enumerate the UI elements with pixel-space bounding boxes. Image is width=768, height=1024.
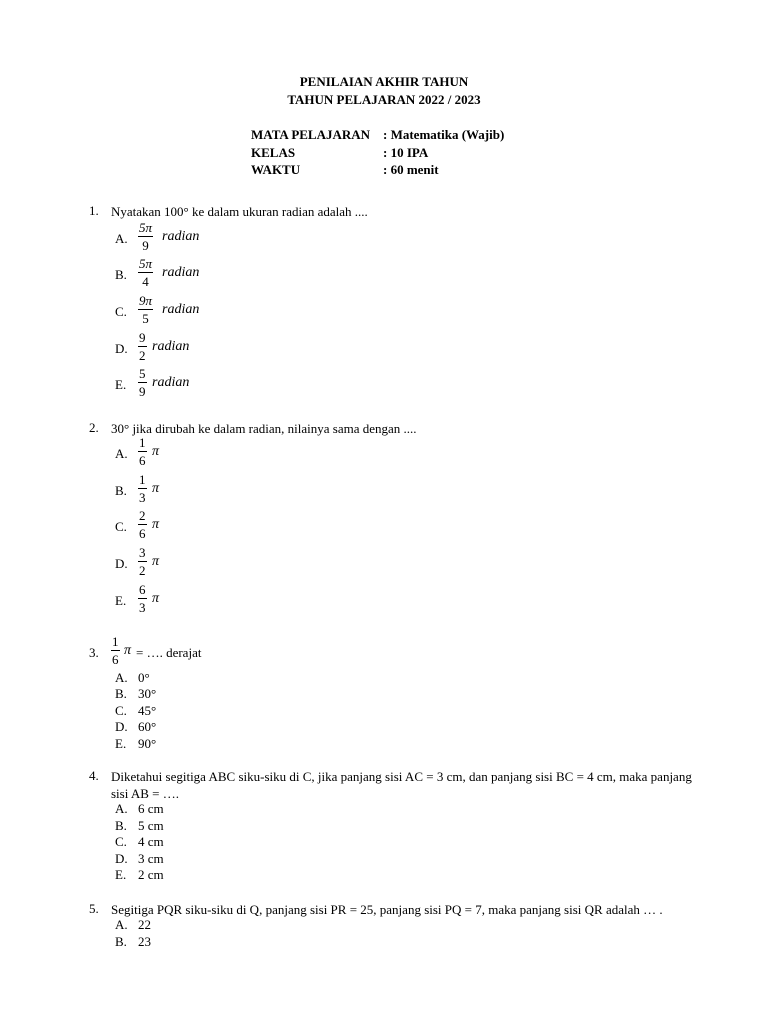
- option-letter: A.: [115, 801, 128, 816]
- option-text: 90°: [138, 736, 157, 751]
- option-letter: B.: [115, 483, 127, 498]
- fraction-numerator: 9π: [139, 293, 153, 308]
- fraction-numerator: 6: [139, 582, 146, 597]
- option-letter: C.: [115, 703, 127, 718]
- subject-value: : Matematika (Wajib): [383, 127, 505, 142]
- fraction: [138, 366, 147, 399]
- option-text: 45°: [138, 703, 157, 718]
- option-b: [115, 934, 151, 950]
- question-number: 3.: [89, 645, 99, 660]
- fraction-denominator: 3: [139, 490, 146, 505]
- fraction-numerator: 1: [112, 634, 119, 649]
- fraction-denominator: 9: [142, 238, 149, 253]
- fraction: [138, 472, 147, 505]
- fraction-numerator: 3: [139, 545, 146, 560]
- fraction-numerator: 1: [139, 472, 146, 487]
- fraction-denominator: 6: [112, 652, 119, 667]
- option-letter: D.: [115, 851, 128, 866]
- time-row: [251, 162, 504, 180]
- option-letter: D.: [115, 719, 128, 734]
- fraction: [138, 545, 147, 578]
- fraction-numerator: 5π: [139, 256, 153, 271]
- fraction: [138, 293, 153, 326]
- question-rest: = …. derajat: [136, 645, 202, 660]
- option-b: [115, 686, 156, 702]
- option-text: 22: [138, 917, 151, 932]
- fraction: [138, 256, 153, 289]
- option-e: [115, 736, 156, 752]
- class-row: [251, 145, 504, 163]
- fraction-numerator: 1: [139, 435, 146, 450]
- question-text: 30° jika dirubah ke dalam radian, nilainya sama dengan ....: [111, 421, 417, 436]
- subject-row: [251, 127, 504, 145]
- option-letter: C.: [115, 304, 127, 319]
- question-text: Diketahui segitiga ABC siku-siku di C, jika panjang sisi AC = 3 cm, dan panjang sisi BC = 4 cm, maka panjang sisi AB = ….: [111, 769, 692, 801]
- option-text: 2 cm: [138, 867, 164, 882]
- option-text: 3 cm: [138, 851, 164, 866]
- fraction: [138, 508, 147, 541]
- fraction-denominator: 4: [142, 274, 149, 289]
- class-value: : 10 IPA: [383, 144, 429, 160]
- fraction-numerator: 9: [139, 330, 146, 345]
- fraction: [138, 330, 147, 363]
- option-letter: D.: [115, 556, 128, 571]
- option-d: [115, 719, 156, 735]
- unit-label: radian: [162, 265, 200, 280]
- question-number: 4.: [89, 768, 99, 783]
- fraction-denominator: 6: [139, 453, 146, 468]
- fraction-denominator: 3: [139, 600, 146, 615]
- fraction-denominator: 5: [142, 311, 149, 326]
- fraction: [138, 220, 153, 253]
- option-letter: A.: [115, 446, 128, 461]
- fraction-denominator: 2: [139, 348, 146, 363]
- option-text: 23: [138, 934, 151, 949]
- option-letter: A.: [115, 917, 128, 932]
- pi-symbol: π: [152, 444, 160, 459]
- question-text: Segitiga PQR siku-siku di Q, panjang sisi PR = 25, panjang sisi PQ = 7, maka panjang sisi QR adalah … .: [111, 902, 663, 917]
- option-letter: B.: [115, 934, 127, 949]
- option-b: [115, 818, 164, 834]
- option-letter: C.: [115, 519, 127, 534]
- fraction-numerator: 5: [139, 366, 146, 381]
- time-value: : 60 menit: [383, 162, 439, 177]
- exam-title: PENILAIAN AKHIR TAHUN: [299, 74, 469, 89]
- exam-meta: [251, 127, 504, 180]
- option-text: 4 cm: [138, 834, 164, 849]
- pi-symbol: π: [124, 643, 132, 658]
- option-text: 6 cm: [138, 801, 164, 816]
- unit-label: radian: [162, 229, 200, 244]
- option-text: 0°: [138, 670, 150, 685]
- option-letter: B.: [115, 267, 127, 282]
- option-a: [115, 670, 150, 686]
- option-text: 30°: [138, 686, 157, 701]
- option-letter: C.: [115, 834, 127, 849]
- fraction: [138, 435, 147, 468]
- option-letter: E.: [115, 593, 127, 608]
- option-a: [115, 801, 164, 817]
- pi-symbol: π: [152, 554, 160, 569]
- option-a: [115, 917, 151, 933]
- option-letter: E.: [115, 736, 127, 751]
- option-text: 60°: [138, 719, 157, 734]
- fraction-numerator: 5π: [139, 220, 153, 235]
- unit-label: radian: [162, 302, 200, 317]
- fraction-denominator: 9: [139, 384, 146, 399]
- question-number: 5.: [89, 901, 99, 916]
- subject-label: MATA PELAJARAN: [251, 127, 371, 142]
- option-letter: A.: [115, 231, 128, 246]
- pi-symbol: π: [152, 481, 160, 496]
- pi-symbol: π: [152, 591, 160, 606]
- class-label: KELAS: [251, 144, 296, 160]
- fraction-denominator: 6: [139, 526, 146, 541]
- academic-year: TAHUN PELAJARAN 2022 / 2023: [287, 92, 481, 107]
- option-letter: A.: [115, 670, 128, 685]
- option-letter: E.: [115, 867, 127, 882]
- option-letter: B.: [115, 818, 127, 833]
- option-letter: B.: [115, 686, 127, 701]
- unit-label: radian: [152, 375, 190, 390]
- question-text: Nyatakan 100° ke dalam ukuran radian adalah ....: [111, 204, 368, 219]
- option-letter: D.: [115, 341, 128, 356]
- fraction: [138, 582, 147, 615]
- unit-label: radian: [152, 339, 190, 354]
- question-text: [111, 634, 411, 668]
- fraction-denominator: 2: [139, 563, 146, 578]
- option-e: [115, 867, 164, 883]
- fraction: [111, 634, 120, 667]
- time-label: WAKTU: [251, 162, 301, 177]
- question-number: 2.: [89, 420, 99, 435]
- option-c: [115, 703, 156, 719]
- pi-symbol: π: [152, 517, 160, 532]
- option-c: [115, 834, 164, 850]
- fraction-numerator: 2: [139, 508, 146, 523]
- question-number: 1.: [89, 203, 99, 218]
- option-text: 5 cm: [138, 818, 164, 833]
- option-d: [115, 851, 164, 867]
- option-letter: E.: [115, 377, 127, 392]
